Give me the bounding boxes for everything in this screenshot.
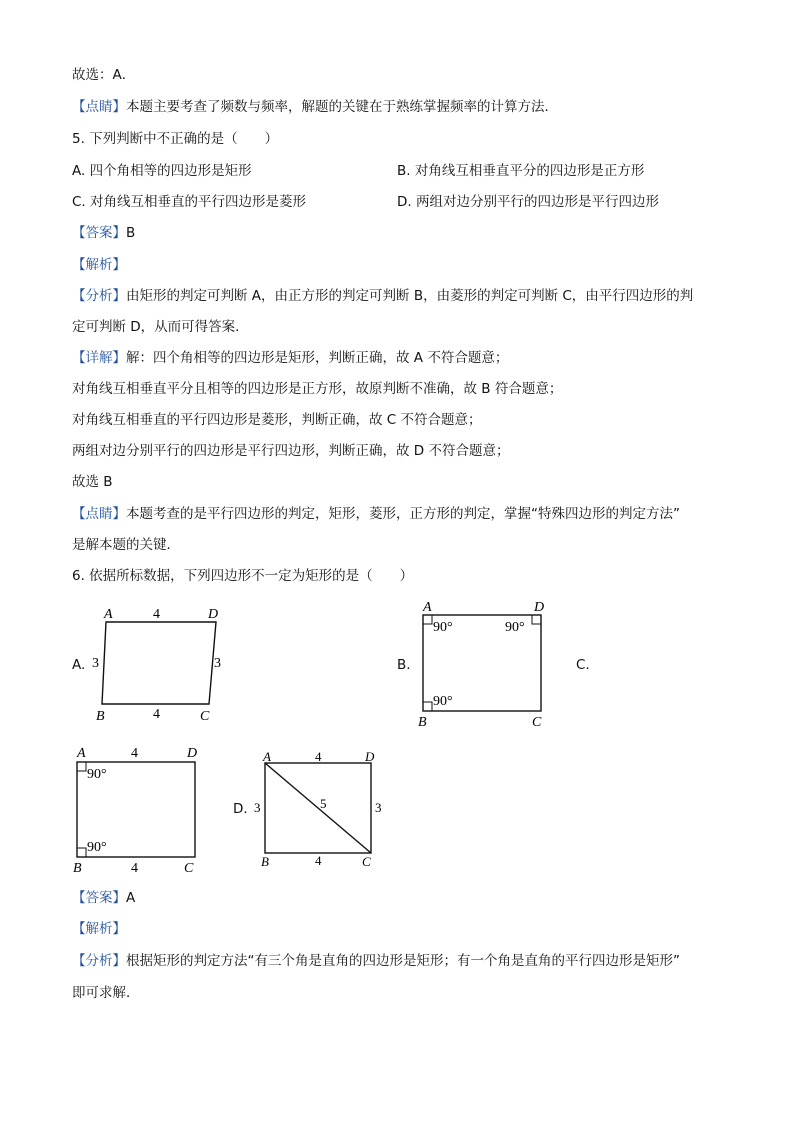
xiangjie-5-line1 — [72, 349, 508, 367]
xiangjie-5-line4: 两组对边分别平行的四边形是平行四边形，判断正确，故 D 不符合题意； — [72, 443, 510, 459]
tag-fenxi-2: 【分析】 — [72, 953, 126, 969]
vertex-c: C — [200, 709, 210, 724]
xiangjie-5-line3: 对角线互相垂直的平行四边形是菱形，判断正确，故 C 不符合题意； — [72, 412, 482, 428]
tag-jiexi-2: 【解析】 — [72, 921, 126, 937]
side-top-label: 4 — [315, 749, 322, 764]
diagonal-label: 5 — [320, 796, 327, 811]
q6-option-d-label: D. — [233, 801, 248, 817]
tag-dianjing-2: 【点睛】 — [72, 506, 126, 522]
angle-a-label: 90° — [433, 620, 453, 635]
question-5: 5. 下列判断中不正确的是（ ） — [72, 131, 279, 147]
fenxi-6-text1: 根据矩形的判定方法“有三个角是直角的四边形是矩形；有一个角是直角的平行四边形是矩形” — [126, 953, 680, 969]
fenxi-5-line2: 定可判断 D，从而可得答案． — [72, 319, 249, 335]
comment-text: 本题主要考查了频数与频率，解题的关键在于熟练掌握频率的计算方法． — [126, 99, 558, 115]
side-left-label: 3 — [92, 656, 99, 671]
vertex-a: A — [104, 607, 113, 622]
vertex-d: D — [208, 607, 219, 622]
angle-b-label: 90° — [433, 694, 453, 709]
vertex-c: C — [532, 715, 542, 730]
side-bottom-label: 4 — [153, 707, 160, 722]
figure-d — [250, 748, 390, 873]
tag-fenxi: 【分析】 — [72, 288, 126, 304]
vertex-b: B — [418, 715, 427, 730]
side-top-label: 4 — [153, 607, 160, 622]
side-top-label: 4 — [131, 746, 138, 761]
tag-xiangjie: 【详解】 — [72, 350, 126, 366]
side-right-label: 3 — [375, 800, 382, 815]
vertex-d: D — [187, 746, 198, 761]
vertex-d: D — [534, 600, 545, 615]
q5-option-c: C. 对角线互相垂直的平行四边形是菱形 — [72, 194, 307, 210]
dianjing-5-text1: 本题考查的是平行四边形的判定，矩形，菱形，正方形的判定，掌握“特殊四边形的判定方法” — [126, 506, 680, 522]
side-left-label: 3 — [254, 800, 261, 815]
vertex-b: B — [96, 709, 105, 724]
xiangjie-5-line2: 对角线互相垂直平分且相等的四边形是正方形，故原判断不准确，故 B 符合题意； — [72, 381, 563, 397]
comment-line — [72, 98, 558, 116]
tag-jiexi: 【解析】 — [72, 257, 126, 273]
answer-6 — [72, 889, 135, 907]
angle-d-label: 90° — [505, 620, 525, 635]
q6-option-b-label: B. — [397, 657, 411, 673]
figure-b — [414, 597, 554, 732]
vertex-c: C — [362, 854, 371, 869]
xiangjie-5-text1: 解：四个角相等的四边形是矩形，判断正确，故 A 不符合题意； — [126, 350, 509, 366]
question-6: 6. 依据所标数据，下列四边形不一定为矩形的是（ ） — [72, 568, 414, 584]
vertex-b: B — [261, 854, 269, 869]
q5-option-b: B. 对角线互相垂直平分的四边形是正方形 — [397, 163, 645, 179]
q5-option-a: A. 四个角相等的四边形是矩形 — [72, 163, 252, 179]
conclusion-line: 故选：A． — [72, 67, 136, 83]
dianjing-5-line1 — [72, 505, 680, 523]
q5-option-d: D. 两组对边分别平行的四边形是平行四边形 — [397, 194, 659, 210]
side-right-label: 3 — [214, 656, 221, 671]
fenxi-5-text1: 由矩形的判定可判断 A，由正方形的判定可判断 B，由菱形的判定可判断 C，由平行四边形的判 — [126, 288, 694, 304]
side-bottom-label: 4 — [315, 853, 322, 868]
vertex-c: C — [184, 861, 194, 876]
analysis-5-heading — [72, 256, 126, 274]
q6-option-a-label: A. — [72, 657, 86, 673]
answer-6-value: A — [126, 890, 136, 906]
fenxi-6-line1 — [72, 952, 680, 970]
answer-5-value: B — [126, 225, 136, 241]
figure-a — [88, 600, 238, 730]
vertex-d: D — [365, 749, 375, 764]
side-bottom-label: 4 — [131, 861, 138, 876]
dianjing-5-line2: 是解本题的关键． — [72, 537, 180, 553]
vertex-a: A — [263, 749, 271, 764]
vertex-a: A — [423, 600, 432, 615]
xiangjie-5-line5: 故选 B — [72, 474, 113, 490]
q6-option-c-label: C. — [576, 657, 590, 673]
vertex-a: A — [77, 746, 86, 761]
answer-5 — [72, 224, 135, 242]
tag-answer: 【答案】 — [72, 225, 126, 241]
analysis-6-heading — [72, 920, 126, 938]
fenxi-5-line1 — [72, 287, 693, 305]
vertex-b: B — [73, 861, 82, 876]
tag-answer-2: 【答案】 — [72, 890, 126, 906]
tag-dianjing: 【点睛】 — [72, 99, 126, 115]
figure-c — [70, 742, 210, 877]
fenxi-6-line2: 即可求解． — [72, 985, 140, 1001]
angle-b-label: 90° — [87, 840, 107, 855]
angle-a-label: 90° — [87, 767, 107, 782]
